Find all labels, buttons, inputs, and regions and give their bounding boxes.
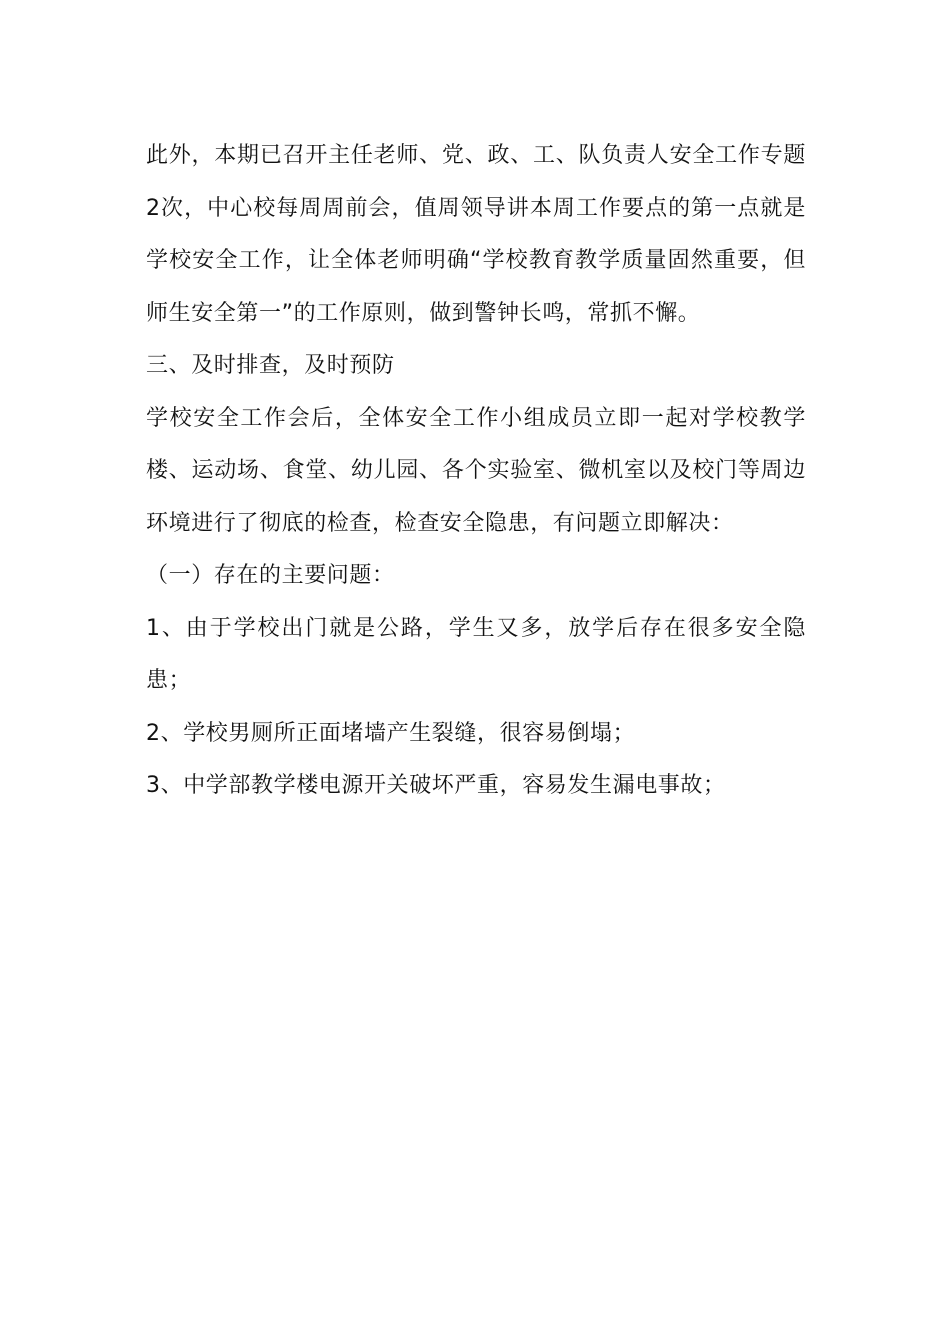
paragraph-inspection: 学校安全工作会后，全体安全工作小组成员立即一起对学校教学楼、运动场、食堂、幼儿园、各个实验室、微机室以及校门等周边环境进行了彻底的检查，检查安全隐患，有问题立即解决：	[146, 405, 806, 536]
section-heading-inspection: 三、及时排查，及时预防	[146, 353, 395, 378]
document-body	[146, 130, 806, 813]
subheading-main-problems: （一）存在的主要问题：	[146, 563, 395, 588]
paragraph-safety-meetings: 此外，本期已召开主任老师、党、政、工、队负责人安全工作专题2次，中心校每周周前会，值周领导讲本周工作要点的第一点就是学校安全工作，让全体老师明确“学校教育教学质量固然重要，但师生安全第一”的工作原则，做到警钟长鸣，常抓不懈。	[146, 143, 806, 326]
list-item-problem-3: 3、中学部教学楼电源开关破坏严重，容易发生漏电事故；	[146, 773, 726, 798]
list-item-problem-2: 2、学校男厕所正面堵墙产生裂缝，很容易倒塌；	[146, 720, 636, 746]
list-item-problem-1: 1、由于学校出门就是公路，学生又多，放学后存在很多安全隐患；	[146, 615, 806, 693]
